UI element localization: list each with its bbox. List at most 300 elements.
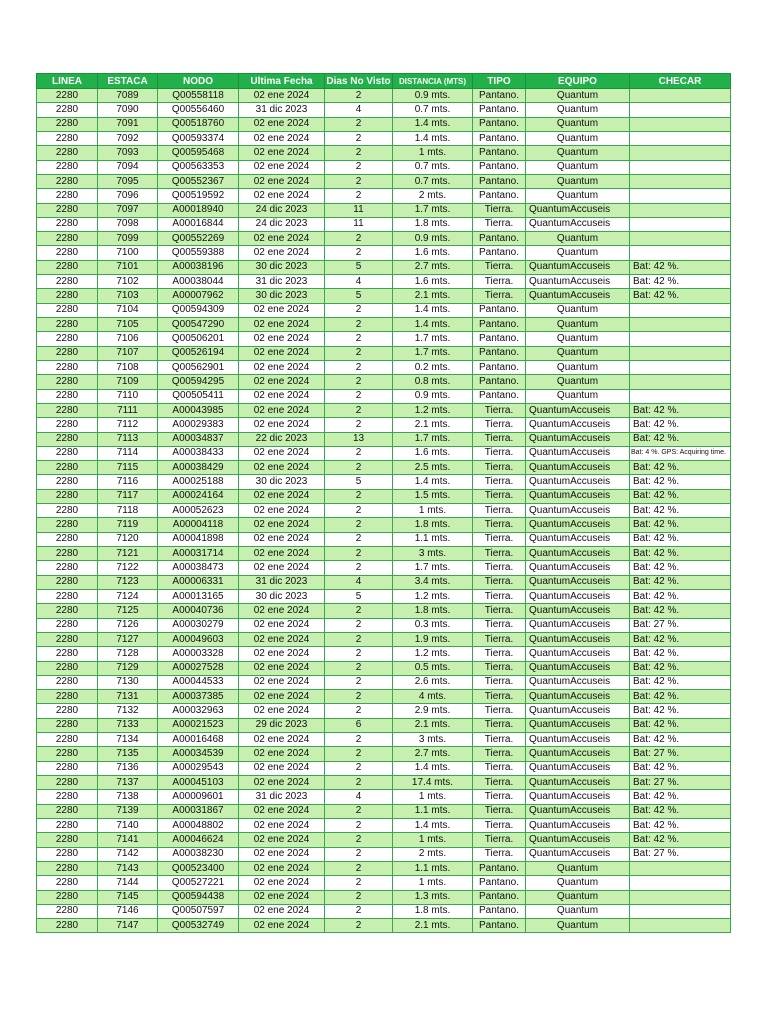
cell-estaca[interactable]: 7095 bbox=[98, 174, 158, 188]
cell-equipo[interactable]: QuantumAccuseis bbox=[526, 575, 630, 589]
cell-linea[interactable]: 2280 bbox=[37, 876, 98, 890]
cell-dias-no-visto[interactable]: 2 bbox=[325, 189, 393, 203]
cell-ultima-fecha[interactable]: 02 ene 2024 bbox=[239, 446, 325, 460]
cell-checar[interactable] bbox=[630, 203, 731, 217]
cell-ultima-fecha[interactable]: 02 ene 2024 bbox=[239, 160, 325, 174]
cell-nodo[interactable]: A00016844 bbox=[158, 217, 239, 231]
cell-tipo[interactable]: Tierra. bbox=[473, 518, 526, 532]
cell-linea[interactable]: 2280 bbox=[37, 718, 98, 732]
cell-nodo[interactable]: A00031867 bbox=[158, 804, 239, 818]
cell-nodo[interactable]: Q00532749 bbox=[158, 919, 239, 933]
cell-linea[interactable]: 2280 bbox=[37, 260, 98, 274]
cell-nodo[interactable]: A00034539 bbox=[158, 747, 239, 761]
cell-estaca[interactable]: 7119 bbox=[98, 518, 158, 532]
cell-dias-no-visto[interactable]: 2 bbox=[325, 847, 393, 861]
cell-distancia[interactable]: 1.7 mts. bbox=[393, 203, 473, 217]
cell-distancia[interactable]: 2.5 mts. bbox=[393, 461, 473, 475]
cell-checar[interactable] bbox=[630, 246, 731, 260]
cell-ultima-fecha[interactable]: 30 dic 2023 bbox=[239, 260, 325, 274]
cell-equipo[interactable]: QuantumAccuseis bbox=[526, 690, 630, 704]
cell-tipo[interactable]: Tierra. bbox=[473, 718, 526, 732]
cell-tipo[interactable]: Tierra. bbox=[473, 403, 526, 417]
cell-equipo[interactable]: QuantumAccuseis bbox=[526, 561, 630, 575]
cell-dias-no-visto[interactable]: 2 bbox=[325, 876, 393, 890]
cell-distancia[interactable]: 1.8 mts. bbox=[393, 518, 473, 532]
cell-estaca[interactable]: 7147 bbox=[98, 919, 158, 933]
cell-distancia[interactable]: 2.7 mts. bbox=[393, 260, 473, 274]
cell-ultima-fecha[interactable]: 02 ene 2024 bbox=[239, 618, 325, 632]
cell-estaca[interactable]: 7098 bbox=[98, 217, 158, 231]
cell-ultima-fecha[interactable]: 31 dic 2023 bbox=[239, 275, 325, 289]
cell-nodo[interactable]: Q00547290 bbox=[158, 318, 239, 332]
cell-checar[interactable] bbox=[630, 332, 731, 346]
cell-tipo[interactable]: Pantano. bbox=[473, 232, 526, 246]
cell-distancia[interactable]: 1.7 mts. bbox=[393, 346, 473, 360]
cell-tipo[interactable]: Pantano. bbox=[473, 160, 526, 174]
cell-tipo[interactable]: Tierra. bbox=[473, 790, 526, 804]
cell-nodo[interactable]: Q00563353 bbox=[158, 160, 239, 174]
cell-linea[interactable]: 2280 bbox=[37, 389, 98, 403]
cell-linea[interactable]: 2280 bbox=[37, 403, 98, 417]
cell-equipo[interactable]: QuantumAccuseis bbox=[526, 761, 630, 775]
cell-equipo[interactable]: QuantumAccuseis bbox=[526, 790, 630, 804]
cell-checar[interactable]: Bat: 42 %. bbox=[630, 289, 731, 303]
cell-dias-no-visto[interactable]: 2 bbox=[325, 675, 393, 689]
cell-dias-no-visto[interactable]: 11 bbox=[325, 217, 393, 231]
cell-checar[interactable] bbox=[630, 146, 731, 160]
cell-distancia[interactable]: 1.7 mts. bbox=[393, 561, 473, 575]
cell-nodo[interactable]: Q00523400 bbox=[158, 861, 239, 875]
cell-linea[interactable]: 2280 bbox=[37, 575, 98, 589]
cell-estaca[interactable]: 7100 bbox=[98, 246, 158, 260]
cell-estaca[interactable]: 7110 bbox=[98, 389, 158, 403]
cell-estaca[interactable]: 7093 bbox=[98, 146, 158, 160]
cell-dias-no-visto[interactable]: 2 bbox=[325, 804, 393, 818]
cell-estaca[interactable]: 7122 bbox=[98, 561, 158, 575]
cell-distancia[interactable]: 3 mts. bbox=[393, 547, 473, 561]
cell-dias-no-visto[interactable]: 2 bbox=[325, 131, 393, 145]
cell-dias-no-visto[interactable]: 2 bbox=[325, 861, 393, 875]
cell-estaca[interactable]: 7132 bbox=[98, 704, 158, 718]
cell-distancia[interactable]: 0.5 mts. bbox=[393, 661, 473, 675]
cell-tipo[interactable]: Tierra. bbox=[473, 632, 526, 646]
cell-distancia[interactable]: 0.2 mts. bbox=[393, 360, 473, 374]
cell-checar[interactable] bbox=[630, 904, 731, 918]
cell-linea[interactable]: 2280 bbox=[37, 131, 98, 145]
cell-estaca[interactable]: 7117 bbox=[98, 489, 158, 503]
cell-ultima-fecha[interactable]: 02 ene 2024 bbox=[239, 818, 325, 832]
cell-ultima-fecha[interactable]: 02 ene 2024 bbox=[239, 418, 325, 432]
cell-checar[interactable]: Bat: 42 %. bbox=[630, 675, 731, 689]
cell-checar[interactable]: Bat: 42 %. bbox=[630, 461, 731, 475]
cell-linea[interactable]: 2280 bbox=[37, 203, 98, 217]
cell-nodo[interactable]: Q00594438 bbox=[158, 890, 239, 904]
cell-distancia[interactable]: 1 mts. bbox=[393, 790, 473, 804]
cell-distancia[interactable]: 1.4 mts. bbox=[393, 117, 473, 131]
cell-tipo[interactable]: Pantano. bbox=[473, 861, 526, 875]
cell-dias-no-visto[interactable]: 2 bbox=[325, 446, 393, 460]
cell-tipo[interactable]: Tierra. bbox=[473, 475, 526, 489]
cell-ultima-fecha[interactable]: 02 ene 2024 bbox=[239, 403, 325, 417]
cell-checar[interactable] bbox=[630, 360, 731, 374]
cell-equipo[interactable]: QuantumAccuseis bbox=[526, 547, 630, 561]
cell-checar[interactable]: Bat: 42 %. bbox=[630, 790, 731, 804]
cell-dias-no-visto[interactable]: 2 bbox=[325, 232, 393, 246]
cell-distancia[interactable]: 0.8 mts. bbox=[393, 375, 473, 389]
cell-dias-no-visto[interactable]: 2 bbox=[325, 332, 393, 346]
cell-dias-no-visto[interactable]: 2 bbox=[325, 504, 393, 518]
header-checar[interactable]: CHECAR bbox=[630, 74, 731, 89]
cell-checar[interactable]: Bat: 42 %. bbox=[630, 589, 731, 603]
cell-estaca[interactable]: 7114 bbox=[98, 446, 158, 460]
cell-ultima-fecha[interactable]: 02 ene 2024 bbox=[239, 504, 325, 518]
cell-nodo[interactable]: Q00506201 bbox=[158, 332, 239, 346]
cell-tipo[interactable]: Pantano. bbox=[473, 375, 526, 389]
cell-equipo[interactable]: QuantumAccuseis bbox=[526, 589, 630, 603]
cell-tipo[interactable]: Pantano. bbox=[473, 318, 526, 332]
cell-checar[interactable] bbox=[630, 389, 731, 403]
cell-linea[interactable]: 2280 bbox=[37, 117, 98, 131]
cell-equipo[interactable]: QuantumAccuseis bbox=[526, 289, 630, 303]
cell-tipo[interactable]: Tierra. bbox=[473, 733, 526, 747]
cell-ultima-fecha[interactable]: 02 ene 2024 bbox=[239, 346, 325, 360]
cell-equipo[interactable]: Quantum bbox=[526, 919, 630, 933]
cell-equipo[interactable]: QuantumAccuseis bbox=[526, 518, 630, 532]
cell-estaca[interactable]: 7125 bbox=[98, 604, 158, 618]
cell-tipo[interactable]: Tierra. bbox=[473, 575, 526, 589]
cell-tipo[interactable]: Tierra. bbox=[473, 618, 526, 632]
cell-ultima-fecha[interactable]: 02 ene 2024 bbox=[239, 89, 325, 103]
cell-equipo[interactable]: Quantum bbox=[526, 360, 630, 374]
cell-estaca[interactable]: 7129 bbox=[98, 661, 158, 675]
cell-estaca[interactable]: 7089 bbox=[98, 89, 158, 103]
cell-nodo[interactable]: Q00562901 bbox=[158, 360, 239, 374]
cell-ultima-fecha[interactable]: 02 ene 2024 bbox=[239, 761, 325, 775]
cell-nodo[interactable]: A00009601 bbox=[158, 790, 239, 804]
cell-ultima-fecha[interactable]: 02 ene 2024 bbox=[239, 661, 325, 675]
cell-checar[interactable]: Bat: 42 %. bbox=[630, 647, 731, 661]
cell-linea[interactable]: 2280 bbox=[37, 632, 98, 646]
cell-estaca[interactable]: 7103 bbox=[98, 289, 158, 303]
cell-equipo[interactable]: QuantumAccuseis bbox=[526, 403, 630, 417]
cell-nodo[interactable]: A00024164 bbox=[158, 489, 239, 503]
cell-tipo[interactable]: Pantano. bbox=[473, 303, 526, 317]
cell-checar[interactable]: Bat: 42 %. bbox=[630, 718, 731, 732]
cell-ultima-fecha[interactable]: 02 ene 2024 bbox=[239, 776, 325, 790]
cell-dias-no-visto[interactable]: 2 bbox=[325, 461, 393, 475]
cell-nodo[interactable]: A00016468 bbox=[158, 733, 239, 747]
cell-linea[interactable]: 2280 bbox=[37, 919, 98, 933]
cell-tipo[interactable]: Tierra. bbox=[473, 833, 526, 847]
cell-distancia[interactable]: 2.1 mts. bbox=[393, 718, 473, 732]
cell-estaca[interactable]: 7127 bbox=[98, 632, 158, 646]
cell-estaca[interactable]: 7107 bbox=[98, 346, 158, 360]
cell-equipo[interactable]: Quantum bbox=[526, 389, 630, 403]
cell-tipo[interactable]: Tierra. bbox=[473, 489, 526, 503]
cell-ultima-fecha[interactable]: 02 ene 2024 bbox=[239, 704, 325, 718]
cell-ultima-fecha[interactable]: 02 ene 2024 bbox=[239, 604, 325, 618]
cell-distancia[interactable]: 0.9 mts. bbox=[393, 232, 473, 246]
cell-checar[interactable] bbox=[630, 131, 731, 145]
cell-nodo[interactable]: Q00527221 bbox=[158, 876, 239, 890]
cell-estaca[interactable]: 7141 bbox=[98, 833, 158, 847]
cell-dias-no-visto[interactable]: 2 bbox=[325, 117, 393, 131]
header-distancia[interactable]: DISTANCIA (MTS) bbox=[393, 74, 473, 89]
cell-distancia[interactable]: 2.1 mts. bbox=[393, 418, 473, 432]
cell-distancia[interactable]: 1 mts. bbox=[393, 504, 473, 518]
cell-linea[interactable]: 2280 bbox=[37, 146, 98, 160]
cell-nodo[interactable]: Q00559388 bbox=[158, 246, 239, 260]
cell-nodo[interactable]: A00046624 bbox=[158, 833, 239, 847]
cell-distancia[interactable]: 1.1 mts. bbox=[393, 861, 473, 875]
cell-linea[interactable]: 2280 bbox=[37, 861, 98, 875]
cell-ultima-fecha[interactable]: 02 ene 2024 bbox=[239, 876, 325, 890]
cell-distancia[interactable]: 1.5 mts. bbox=[393, 489, 473, 503]
cell-dias-no-visto[interactable]: 4 bbox=[325, 275, 393, 289]
cell-ultima-fecha[interactable]: 30 dic 2023 bbox=[239, 475, 325, 489]
cell-linea[interactable]: 2280 bbox=[37, 704, 98, 718]
cell-dias-no-visto[interactable]: 2 bbox=[325, 632, 393, 646]
cell-checar[interactable]: Bat: 42 %. bbox=[630, 833, 731, 847]
cell-nodo[interactable]: A00021523 bbox=[158, 718, 239, 732]
cell-dias-no-visto[interactable]: 2 bbox=[325, 532, 393, 546]
cell-nodo[interactable]: A00030279 bbox=[158, 618, 239, 632]
cell-linea[interactable]: 2280 bbox=[37, 847, 98, 861]
cell-distancia[interactable]: 1.2 mts. bbox=[393, 589, 473, 603]
cell-tipo[interactable]: Pantano. bbox=[473, 904, 526, 918]
cell-distancia[interactable]: 2.1 mts. bbox=[393, 289, 473, 303]
header-nodo[interactable]: NODO bbox=[158, 74, 239, 89]
cell-ultima-fecha[interactable]: 31 dic 2023 bbox=[239, 790, 325, 804]
cell-tipo[interactable]: Tierra. bbox=[473, 776, 526, 790]
cell-dias-no-visto[interactable]: 2 bbox=[325, 518, 393, 532]
cell-nodo[interactable]: Q00505411 bbox=[158, 389, 239, 403]
cell-nodo[interactable]: Q00595468 bbox=[158, 146, 239, 160]
cell-equipo[interactable]: QuantumAccuseis bbox=[526, 475, 630, 489]
cell-linea[interactable]: 2280 bbox=[37, 232, 98, 246]
cell-equipo[interactable]: QuantumAccuseis bbox=[526, 604, 630, 618]
cell-linea[interactable]: 2280 bbox=[37, 89, 98, 103]
cell-tipo[interactable]: Tierra. bbox=[473, 747, 526, 761]
cell-nodo[interactable]: Q00507597 bbox=[158, 904, 239, 918]
cell-checar[interactable] bbox=[630, 375, 731, 389]
cell-distancia[interactable]: 1.6 mts. bbox=[393, 446, 473, 460]
cell-nodo[interactable]: A00038473 bbox=[158, 561, 239, 575]
cell-tipo[interactable]: Pantano. bbox=[473, 103, 526, 117]
cell-estaca[interactable]: 7106 bbox=[98, 332, 158, 346]
cell-nodo[interactable]: A00037385 bbox=[158, 690, 239, 704]
cell-estaca[interactable]: 7145 bbox=[98, 890, 158, 904]
cell-equipo[interactable]: Quantum bbox=[526, 303, 630, 317]
cell-estaca[interactable]: 7124 bbox=[98, 589, 158, 603]
cell-checar[interactable]: Bat: 42 %. bbox=[630, 733, 731, 747]
cell-tipo[interactable]: Pantano. bbox=[473, 131, 526, 145]
cell-equipo[interactable]: Quantum bbox=[526, 232, 630, 246]
cell-checar[interactable] bbox=[630, 174, 731, 188]
cell-linea[interactable]: 2280 bbox=[37, 818, 98, 832]
cell-nodo[interactable]: A00038429 bbox=[158, 461, 239, 475]
cell-tipo[interactable]: Tierra. bbox=[473, 604, 526, 618]
cell-ultima-fecha[interactable]: 24 dic 2023 bbox=[239, 217, 325, 231]
cell-dias-no-visto[interactable]: 2 bbox=[325, 547, 393, 561]
cell-distancia[interactable]: 3.4 mts. bbox=[393, 575, 473, 589]
cell-linea[interactable]: 2280 bbox=[37, 289, 98, 303]
cell-checar[interactable]: Bat: 42 %. bbox=[630, 432, 731, 446]
cell-ultima-fecha[interactable]: 02 ene 2024 bbox=[239, 518, 325, 532]
cell-dias-no-visto[interactable]: 11 bbox=[325, 203, 393, 217]
cell-linea[interactable]: 2280 bbox=[37, 446, 98, 460]
cell-equipo[interactable]: QuantumAccuseis bbox=[526, 618, 630, 632]
cell-dias-no-visto[interactable]: 13 bbox=[325, 432, 393, 446]
cell-equipo[interactable]: QuantumAccuseis bbox=[526, 847, 630, 861]
cell-equipo[interactable]: QuantumAccuseis bbox=[526, 504, 630, 518]
cell-distancia[interactable]: 1.6 mts. bbox=[393, 275, 473, 289]
cell-checar[interactable]: Bat: 4 %. GPS: Acquiring time. bbox=[630, 446, 731, 460]
cell-dias-no-visto[interactable]: 2 bbox=[325, 833, 393, 847]
cell-estaca[interactable]: 7135 bbox=[98, 747, 158, 761]
cell-checar[interactable] bbox=[630, 346, 731, 360]
cell-equipo[interactable]: QuantumAccuseis bbox=[526, 733, 630, 747]
cell-linea[interactable]: 2280 bbox=[37, 790, 98, 804]
cell-nodo[interactable]: Q00526194 bbox=[158, 346, 239, 360]
cell-distancia[interactable]: 1.8 mts. bbox=[393, 217, 473, 231]
cell-dias-no-visto[interactable]: 2 bbox=[325, 160, 393, 174]
cell-checar[interactable]: Bat: 27 %. bbox=[630, 776, 731, 790]
cell-equipo[interactable]: QuantumAccuseis bbox=[526, 718, 630, 732]
cell-ultima-fecha[interactable]: 02 ene 2024 bbox=[239, 675, 325, 689]
cell-ultima-fecha[interactable]: 02 ene 2024 bbox=[239, 647, 325, 661]
cell-linea[interactable]: 2280 bbox=[37, 303, 98, 317]
cell-linea[interactable]: 2280 bbox=[37, 360, 98, 374]
cell-dias-no-visto[interactable]: 2 bbox=[325, 919, 393, 933]
cell-dias-no-visto[interactable]: 2 bbox=[325, 618, 393, 632]
cell-linea[interactable]: 2280 bbox=[37, 275, 98, 289]
cell-equipo[interactable]: QuantumAccuseis bbox=[526, 217, 630, 231]
cell-equipo[interactable]: QuantumAccuseis bbox=[526, 704, 630, 718]
cell-nodo[interactable]: A00038230 bbox=[158, 847, 239, 861]
cell-ultima-fecha[interactable]: 02 ene 2024 bbox=[239, 861, 325, 875]
cell-estaca[interactable]: 7105 bbox=[98, 318, 158, 332]
cell-distancia[interactable]: 0.7 mts. bbox=[393, 174, 473, 188]
cell-estaca[interactable]: 7092 bbox=[98, 131, 158, 145]
cell-dias-no-visto[interactable]: 2 bbox=[325, 303, 393, 317]
cell-dias-no-visto[interactable]: 2 bbox=[325, 246, 393, 260]
cell-tipo[interactable]: Tierra. bbox=[473, 818, 526, 832]
cell-tipo[interactable]: Tierra. bbox=[473, 203, 526, 217]
cell-tipo[interactable]: Tierra. bbox=[473, 704, 526, 718]
cell-dias-no-visto[interactable]: 5 bbox=[325, 289, 393, 303]
cell-nodo[interactable]: A00025188 bbox=[158, 475, 239, 489]
cell-ultima-fecha[interactable]: 30 dic 2023 bbox=[239, 289, 325, 303]
cell-estaca[interactable]: 7131 bbox=[98, 690, 158, 704]
cell-linea[interactable]: 2280 bbox=[37, 346, 98, 360]
cell-equipo[interactable]: Quantum bbox=[526, 131, 630, 145]
cell-estaca[interactable]: 7111 bbox=[98, 403, 158, 417]
cell-equipo[interactable]: QuantumAccuseis bbox=[526, 661, 630, 675]
cell-equipo[interactable]: Quantum bbox=[526, 146, 630, 160]
cell-ultima-fecha[interactable]: 02 ene 2024 bbox=[239, 318, 325, 332]
cell-ultima-fecha[interactable]: 02 ene 2024 bbox=[239, 332, 325, 346]
cell-checar[interactable]: Bat: 42 %. bbox=[630, 547, 731, 561]
cell-ultima-fecha[interactable]: 02 ene 2024 bbox=[239, 532, 325, 546]
cell-ultima-fecha[interactable]: 02 ene 2024 bbox=[239, 232, 325, 246]
cell-checar[interactable] bbox=[630, 160, 731, 174]
cell-checar[interactable] bbox=[630, 318, 731, 332]
cell-equipo[interactable]: Quantum bbox=[526, 174, 630, 188]
cell-checar[interactable] bbox=[630, 217, 731, 231]
cell-nodo[interactable]: A00003328 bbox=[158, 647, 239, 661]
cell-equipo[interactable]: QuantumAccuseis bbox=[526, 489, 630, 503]
cell-nodo[interactable]: A00029543 bbox=[158, 761, 239, 775]
cell-estaca[interactable]: 7130 bbox=[98, 675, 158, 689]
cell-tipo[interactable]: Tierra. bbox=[473, 690, 526, 704]
cell-linea[interactable]: 2280 bbox=[37, 461, 98, 475]
cell-checar[interactable] bbox=[630, 876, 731, 890]
cell-equipo[interactable]: Quantum bbox=[526, 103, 630, 117]
cell-linea[interactable]: 2280 bbox=[37, 733, 98, 747]
cell-equipo[interactable]: QuantumAccuseis bbox=[526, 446, 630, 460]
cell-distancia[interactable]: 1.4 mts. bbox=[393, 303, 473, 317]
cell-checar[interactable]: Bat: 42 %. bbox=[630, 418, 731, 432]
cell-ultima-fecha[interactable]: 02 ene 2024 bbox=[239, 919, 325, 933]
cell-linea[interactable]: 2280 bbox=[37, 489, 98, 503]
cell-checar[interactable] bbox=[630, 861, 731, 875]
cell-tipo[interactable]: Pantano. bbox=[473, 389, 526, 403]
cell-ultima-fecha[interactable]: 02 ene 2024 bbox=[239, 174, 325, 188]
cell-ultima-fecha[interactable]: 31 dic 2023 bbox=[239, 103, 325, 117]
cell-checar[interactable]: Bat: 42 %. bbox=[630, 489, 731, 503]
cell-checar[interactable] bbox=[630, 89, 731, 103]
cell-ultima-fecha[interactable]: 02 ene 2024 bbox=[239, 804, 325, 818]
cell-linea[interactable]: 2280 bbox=[37, 475, 98, 489]
cell-equipo[interactable]: Quantum bbox=[526, 89, 630, 103]
cell-nodo[interactable]: A00034837 bbox=[158, 432, 239, 446]
cell-distancia[interactable]: 1.3 mts. bbox=[393, 890, 473, 904]
cell-estaca[interactable]: 7134 bbox=[98, 733, 158, 747]
cell-distancia[interactable]: 0.9 mts. bbox=[393, 89, 473, 103]
cell-nodo[interactable]: Q00556460 bbox=[158, 103, 239, 117]
header-linea[interactable]: LINEA bbox=[37, 74, 98, 89]
cell-tipo[interactable]: Pantano. bbox=[473, 174, 526, 188]
cell-equipo[interactable]: QuantumAccuseis bbox=[526, 675, 630, 689]
cell-checar[interactable]: Bat: 42 %. bbox=[630, 818, 731, 832]
cell-equipo[interactable]: Quantum bbox=[526, 346, 630, 360]
cell-nodo[interactable]: A00004118 bbox=[158, 518, 239, 532]
cell-tipo[interactable]: Tierra. bbox=[473, 547, 526, 561]
cell-nodo[interactable]: Q00594295 bbox=[158, 375, 239, 389]
cell-equipo[interactable]: QuantumAccuseis bbox=[526, 818, 630, 832]
cell-equipo[interactable]: QuantumAccuseis bbox=[526, 747, 630, 761]
cell-ultima-fecha[interactable]: 02 ene 2024 bbox=[239, 561, 325, 575]
cell-estaca[interactable]: 7094 bbox=[98, 160, 158, 174]
cell-checar[interactable] bbox=[630, 303, 731, 317]
cell-linea[interactable]: 2280 bbox=[37, 318, 98, 332]
cell-dias-no-visto[interactable]: 2 bbox=[325, 761, 393, 775]
cell-linea[interactable]: 2280 bbox=[37, 776, 98, 790]
cell-tipo[interactable]: Tierra. bbox=[473, 504, 526, 518]
cell-estaca[interactable]: 7099 bbox=[98, 232, 158, 246]
cell-estaca[interactable]: 7126 bbox=[98, 618, 158, 632]
cell-nodo[interactable]: A00027528 bbox=[158, 661, 239, 675]
cell-tipo[interactable]: Tierra. bbox=[473, 561, 526, 575]
cell-ultima-fecha[interactable]: 02 ene 2024 bbox=[239, 246, 325, 260]
cell-nodo[interactable]: Q00519592 bbox=[158, 189, 239, 203]
cell-ultima-fecha[interactable]: 24 dic 2023 bbox=[239, 203, 325, 217]
cell-ultima-fecha[interactable]: 02 ene 2024 bbox=[239, 690, 325, 704]
cell-nodo[interactable]: A00045103 bbox=[158, 776, 239, 790]
cell-nodo[interactable]: A00029383 bbox=[158, 418, 239, 432]
cell-checar[interactable]: Bat: 42 %. bbox=[630, 690, 731, 704]
